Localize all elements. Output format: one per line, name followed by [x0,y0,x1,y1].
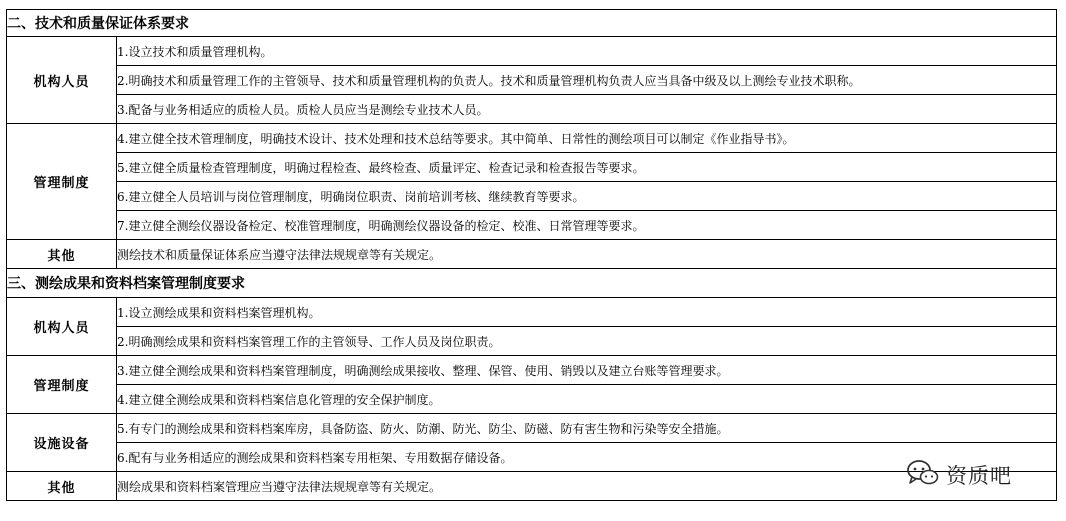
requirement-item: 测绘成果和资料档案管理应当遵守法律法规规章等有关规定。 [117,472,1057,501]
category-label: 机构人员 [7,37,117,124]
requirement-item: 2.明确测绘成果和资料档案管理工作的主管领导、工作人员及岗位职责。 [117,327,1057,356]
requirement-item: 4.建立健全技术管理制度，明确技术设计、技术处理和技术总结等要求。其中简单、日常性的测绘项目可以制定《作业指导书》。 [117,124,1057,153]
section-title: 三、测绘成果和资料档案管理制度要求 [7,269,1057,298]
requirement-item: 7.建立健全测绘仪器设备检定、校准管理制度，明确测绘仪器设备的检定、校准、日常管理等要求。 [117,211,1057,240]
requirement-item: 测绘技术和质量保证体系应当遵守法律法规规章等有关规定。 [117,240,1057,269]
watermark-text: 资质吧 [946,464,1012,488]
requirements-table [6,9,1057,501]
requirement-item: 5.有专门的测绘成果和资料档案库房，具备防盗、防火、防潮、防光、防尘、防磁、防有害生物和污染等安全措施。 [117,414,1057,443]
requirement-item: 1.设立测绘成果和资料档案管理机构。 [117,298,1057,327]
category-label: 管理制度 [7,124,117,240]
requirement-item: 3.配备与业务相适应的质检人员。质检人员应当是测绘专业技术人员。 [117,95,1057,124]
category-label: 机构人员 [7,298,117,356]
category-label: 其他 [7,240,117,269]
requirement-item: 3.建立健全测绘成果和资料档案管理制度，明确测绘成果接收、整理、保管、使用、销毁以及建立台账等管理要求。 [117,356,1057,385]
requirement-item: 6.建立健全人员培训与岗位管理制度，明确岗位职责、岗前培训考核、继续教育等要求。 [117,182,1057,211]
requirement-item: 2.明确技术和质量管理工作的主管领导、技术和质量管理机构的负责人。技术和质量管理机构负责人应当具备中级及以上测绘专业技术职称。 [117,66,1057,95]
requirement-item: 1.设立技术和质量管理机构。 [117,37,1057,66]
requirement-item: 5.建立健全质量检查管理制度，明确过程检查、最终检查、质量评定、检查记录和检查报告等要求。 [117,153,1057,182]
category-label: 管理制度 [7,356,117,414]
category-label: 设施设备 [7,414,117,472]
watermark [906,458,1012,492]
wechat-icon [906,458,940,492]
section-title: 二、技术和质量保证体系要求 [7,10,1057,37]
requirement-item: 6.配有与业务相适应的测绘成果和资料档案专用柜架、专用数据存储设备。 [117,443,1057,472]
requirement-item: 4.建立健全测绘成果和资料档案信息化管理的安全保护制度。 [117,385,1057,414]
category-label: 其他 [7,472,117,501]
